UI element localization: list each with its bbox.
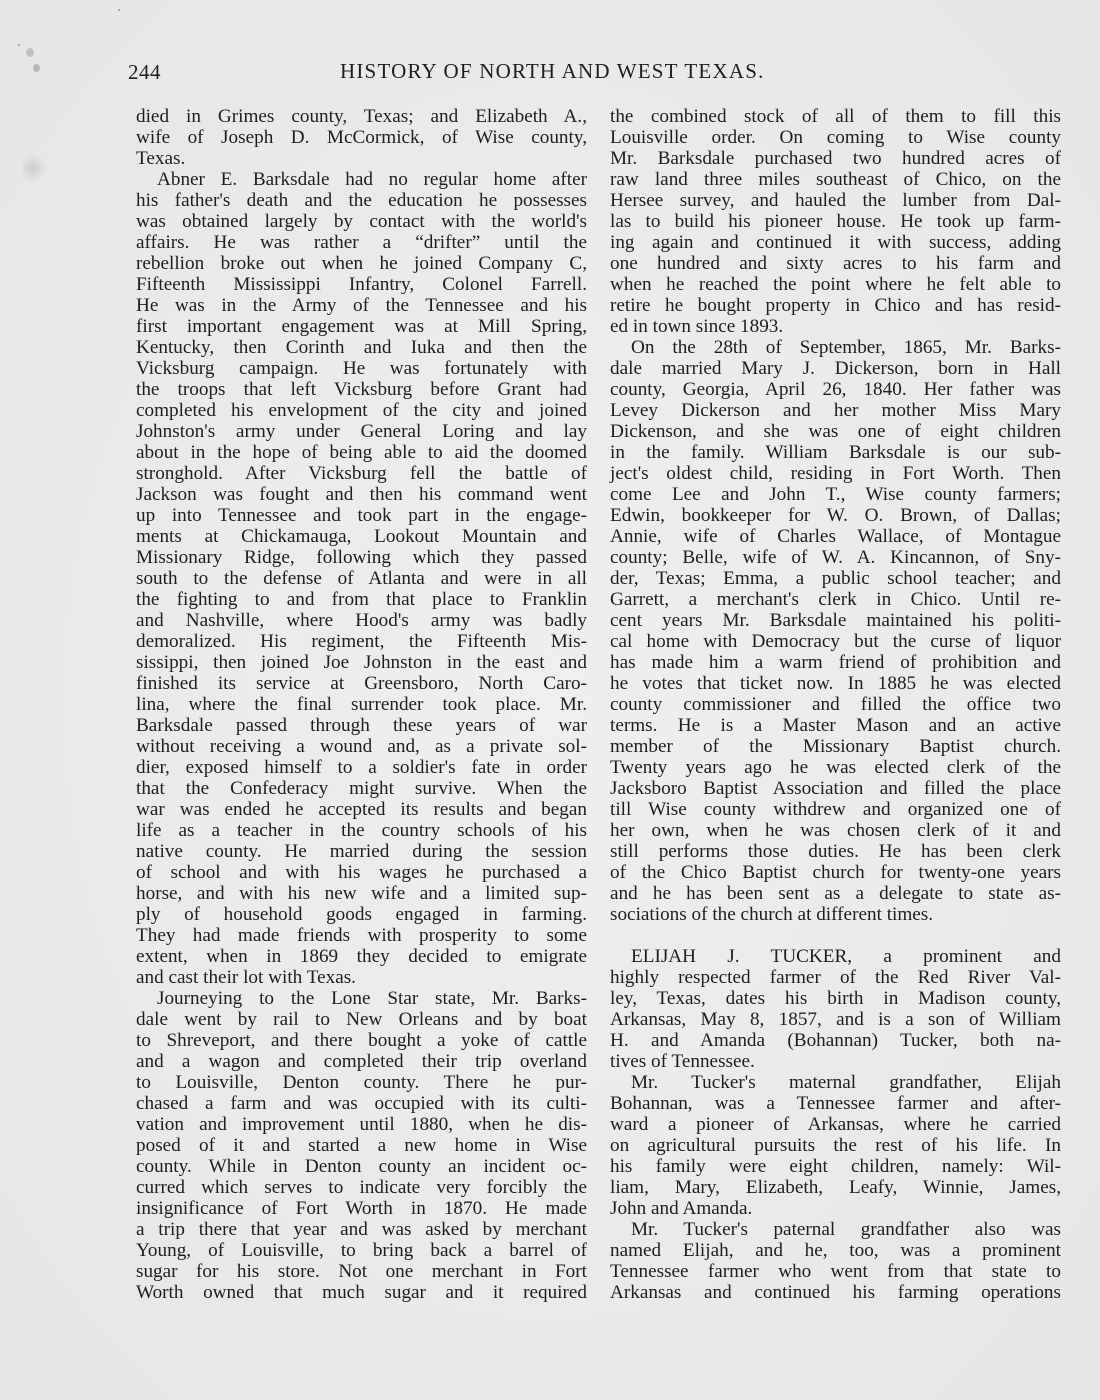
text-line: Twenty years ago he was elected clerk of the bbox=[610, 757, 1061, 778]
text-line: lina, where the final surrender took place. Mr. bbox=[136, 694, 587, 715]
text-line: the combined stock of all of them to fill this bbox=[610, 106, 1061, 127]
text-line: der, Texas; Emma, a public school teacher; and bbox=[610, 568, 1061, 589]
text-line: county, Georgia, April 26, 1840. Her father was bbox=[610, 379, 1061, 400]
text-line: native county. He married during the session bbox=[136, 841, 587, 862]
text-line: ley, Texas, dates his birth in Madison county, bbox=[610, 988, 1061, 1009]
text-line: Worth owned that much sugar and it required bbox=[136, 1282, 587, 1303]
text-line: the fighting to and from that place to Franklin bbox=[136, 589, 587, 610]
section-gap bbox=[610, 925, 1061, 946]
text-line: he votes that ticket now. In 1885 he was elected bbox=[610, 673, 1061, 694]
text-line: Dickenson, and she was one of eight children bbox=[610, 421, 1061, 442]
scan-speck bbox=[18, 44, 20, 46]
text-line: ments at Chickamauga, Lookout Mountain and bbox=[136, 526, 587, 547]
text-line: retire he bought property in Chico and has resid- bbox=[610, 295, 1061, 316]
text-line: John and Amanda. bbox=[610, 1198, 753, 1219]
text-line: posed of it and started a new home in Wise bbox=[136, 1135, 587, 1156]
text-line: ward a pioneer of Arkansas, where he carried bbox=[610, 1114, 1061, 1135]
right-text-column bbox=[610, 106, 1061, 1303]
text-line: extent, when in 1869 they decided to emigrate bbox=[136, 946, 587, 967]
text-line: Mr. Tucker's paternal grandfather also was bbox=[631, 1219, 1061, 1240]
text-line: stronghold. After Vicksburg fell the battle of bbox=[136, 463, 587, 484]
text-line: Mr. Barksdale purchased two hundred acres of bbox=[610, 148, 1061, 169]
text-line: and cast their lot with Texas. bbox=[136, 967, 356, 988]
text-line: Tennessee farmer who went from that state to bbox=[610, 1261, 1061, 1282]
text-line: cal home with Democracy but the curse of liquor bbox=[610, 631, 1061, 652]
text-line: curred which serves to indicate very forcibly the bbox=[136, 1177, 587, 1198]
text-line: Missionary Ridge, following which they passed bbox=[136, 547, 587, 568]
text-line: insignificance of Fort Worth in 1870. He made bbox=[136, 1198, 587, 1219]
text-line: ed in town since 1893. bbox=[610, 316, 784, 337]
text-line: sugar for his store. Not one merchant in Fort bbox=[136, 1261, 587, 1282]
text-line: Texas. bbox=[136, 148, 186, 169]
text-line: terms. He is a Master Mason and an active bbox=[610, 715, 1061, 736]
text-line: They had made friends with prosperity to some bbox=[136, 925, 587, 946]
text-line: rebellion broke out when he joined Company C, bbox=[136, 253, 587, 274]
text-line: affairs. He was rather a “drifter” until the bbox=[136, 232, 587, 253]
text-line: has made him a warm friend of prohibition and bbox=[610, 652, 1061, 673]
text-line: demoralized. His regiment, the Fifteenth Mis- bbox=[136, 631, 587, 652]
text-line: county; Belle, wife of W. A. Kincannon, of Sny- bbox=[610, 547, 1061, 568]
text-line: vation and improvement until 1880, when he dis- bbox=[136, 1114, 587, 1135]
text-line: and Nashville, where Hood's army was badly bbox=[136, 610, 587, 631]
text-line: sociations of the church at different times. bbox=[610, 904, 934, 925]
text-line: Kentucky, then Corinth and Iuka and then the bbox=[136, 337, 587, 358]
text-line: Jackson was fought and then his command went bbox=[136, 484, 587, 505]
text-line: was obtained largely by contact with the world's bbox=[136, 211, 587, 232]
page-number: 244 bbox=[128, 60, 161, 84]
text-line: Arkansas and continued his farming operations bbox=[610, 1282, 1061, 1303]
text-line: wife of Joseph D. McCormick, of Wise county, bbox=[136, 127, 587, 148]
text-line: Garrett, a merchant's clerk in Chico. Until re- bbox=[610, 589, 1061, 610]
text-line: and he has been sent as a delegate to state as- bbox=[610, 883, 1061, 904]
text-line: one hundred and sixty acres to his farm and bbox=[610, 253, 1061, 274]
text-line: to Louisville, Denton county. There he pur- bbox=[136, 1072, 587, 1093]
text-line: cent years Mr. Barksdale maintained his politi- bbox=[610, 610, 1061, 631]
text-line: Louisville order. On coming to Wise county bbox=[610, 127, 1061, 148]
text-line: died in Grimes county, Texas; and Elizabeth A., bbox=[136, 106, 587, 127]
text-line: sissippi, then joined Joe Johnston in the east and bbox=[136, 652, 587, 673]
text-line: without receiving a wound and, as a private sol- bbox=[136, 736, 587, 757]
text-line: war was ended he accepted its results and began bbox=[136, 799, 587, 820]
text-line: his father's death and the education he possesses bbox=[136, 190, 587, 211]
text-line: Journeying to the Lone Star state, Mr. Barks- bbox=[157, 988, 587, 1009]
scan-speck bbox=[118, 9, 120, 11]
text-line: las to build his pioneer house. He took up farm- bbox=[610, 211, 1061, 232]
text-line: Young, of Louisville, to bring back a barrel of bbox=[136, 1240, 587, 1261]
text-line: that the Confederacy might survive. When the bbox=[136, 778, 587, 799]
text-line: finished its service at Greensboro, North Caro- bbox=[136, 673, 587, 694]
text-line: when he reached the point where he felt able to bbox=[610, 274, 1061, 295]
text-line: about in the hope of being able to aid the doomed bbox=[136, 442, 587, 463]
text-line: Bohannan, was a Tennessee farmer and after- bbox=[610, 1093, 1061, 1114]
text-line: Edwin, bookkeeper for W. O. Brown, of Dallas; bbox=[610, 505, 1061, 526]
text-line: Hersee survey, and hauled the lumber from Dal- bbox=[610, 190, 1061, 211]
text-line: liam, Mary, Elizabeth, Leafy, Winnie, James, bbox=[610, 1177, 1061, 1198]
text-line: Mr. Tucker's maternal grandfather, Elijah bbox=[631, 1072, 1061, 1093]
text-line: tives of Tennessee. bbox=[610, 1051, 755, 1072]
text-line: Jacksboro Baptist Association and filled the place bbox=[610, 778, 1061, 799]
text-line: life as a teacher in the country schools of his bbox=[136, 820, 587, 841]
text-line: still performs those duties. He has been clerk bbox=[610, 841, 1061, 862]
text-line: Abner E. Barksdale had no regular home after bbox=[157, 169, 587, 190]
text-line: completed his envelopment of the city and joined bbox=[136, 400, 587, 421]
text-line: ject's oldest child, residing in Fort Worth. Then bbox=[610, 463, 1061, 484]
text-line: the troops that left Vicksburg before Grant had bbox=[136, 379, 587, 400]
text-line: come Lee and John T., Wise county farmers; bbox=[610, 484, 1061, 505]
text-line: ing again and continued it with success, adding bbox=[610, 232, 1061, 253]
text-line: member of the Missionary Baptist church. bbox=[610, 736, 1061, 757]
text-line: first important engagement was at Mill Spring, bbox=[136, 316, 587, 337]
text-line: dier, exposed himself to a soldier's fate in order bbox=[136, 757, 587, 778]
scan-speck bbox=[26, 48, 34, 57]
text-line: Johnston's army under General Loring and lay bbox=[136, 421, 587, 442]
text-line: her own, when he was chosen clerk of it and bbox=[610, 820, 1061, 841]
text-line: He was in the Army of the Tennessee and his bbox=[136, 295, 587, 316]
text-line: his family were eight children, namely: Wil- bbox=[610, 1156, 1061, 1177]
text-line: highly respected farmer of the Red River Val- bbox=[610, 967, 1061, 988]
text-line: chased a farm and was occupied with its culti- bbox=[136, 1093, 587, 1114]
text-line: till Wise county withdrew and organized one of bbox=[610, 799, 1061, 820]
text-line: named Elijah, and he, too, was a prominent bbox=[610, 1240, 1061, 1261]
text-line: a trip there that year and was asked by merchant bbox=[136, 1219, 587, 1240]
text-line: up into Tennessee and took part in the engage- bbox=[136, 505, 587, 526]
text-line: on agricultural pursuits the rest of his life. In bbox=[610, 1135, 1061, 1156]
text-line: Vicksburg campaign. He was fortunately with bbox=[136, 358, 587, 379]
text-line: ELIJAH J. TUCKER, a prominent and bbox=[631, 946, 1061, 967]
text-line: Levey Dickerson and her mother Miss Mary bbox=[610, 400, 1061, 421]
text-line: of school and with his wages he purchased a bbox=[136, 862, 587, 883]
text-line: ply of household goods engaged in farming. bbox=[136, 904, 587, 925]
text-line: to Shreveport, and there bought a yoke of cattle bbox=[136, 1030, 587, 1051]
text-line: of the Chico Baptist church for twenty-one years bbox=[610, 862, 1061, 883]
text-line: south to the defense of Atlanta and were in all bbox=[136, 568, 587, 589]
text-line: dale went by rail to New Orleans and by boat bbox=[136, 1009, 587, 1030]
text-line: county commissioner and filled the office two bbox=[610, 694, 1061, 715]
text-line: horse, and with his new wife and a limited sup- bbox=[136, 883, 587, 904]
running-title: HISTORY OF NORTH AND WEST TEXAS. bbox=[340, 59, 765, 83]
text-line: in the family. William Barksdale is our sub- bbox=[610, 442, 1061, 463]
text-line: dale married Mary J. Dickerson, born in Hall bbox=[610, 358, 1061, 379]
text-line: Fifteenth Mississippi Infantry, Colonel Farrell. bbox=[136, 274, 587, 295]
text-line: H. and Amanda (Bohannan) Tucker, both na- bbox=[610, 1030, 1061, 1051]
text-line: Annie, wife of Charles Wallace, of Montague bbox=[610, 526, 1061, 547]
text-line: raw land three miles southeast of Chico, on the bbox=[610, 169, 1061, 190]
scan-speck bbox=[33, 64, 40, 72]
left-text-column bbox=[136, 106, 587, 1303]
text-line: On the 28th of September, 1865, Mr. Barks- bbox=[631, 337, 1061, 358]
text-line: Barksdale passed through these years of war bbox=[136, 715, 587, 736]
text-line: county. While in Denton county an incident oc- bbox=[136, 1156, 587, 1177]
text-line: and a wagon and completed their trip overland bbox=[136, 1051, 587, 1072]
text-line: Arkansas, May 8, 1857, and is a son of William bbox=[610, 1009, 1061, 1030]
